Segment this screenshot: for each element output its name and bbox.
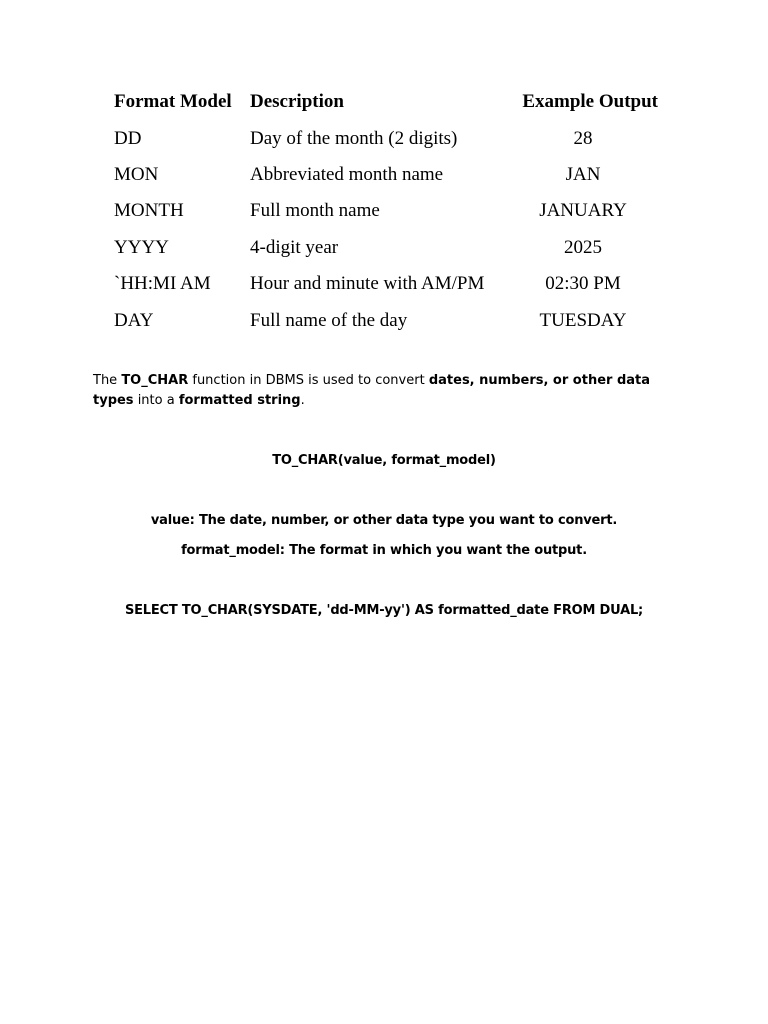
format-model-table [110, 84, 658, 339]
table-row [110, 302, 658, 338]
param-format-model-line: format_model: The format in which you want the output. [181, 543, 587, 558]
cell-description: Day of the month (2 digits) [250, 127, 458, 149]
cell-format-model: DAY [114, 309, 154, 331]
cell-example-output: TUESDAY [539, 309, 627, 331]
intro-text: into a [133, 393, 179, 408]
cell-example-output: 02:30 PM [545, 273, 621, 295]
cell-description: Hour and minute with AM/PM [250, 273, 485, 295]
param-value-line: value: The date, number, or other data type you want to convert. [150, 513, 618, 528]
example-query-line: SELECT TO_CHAR(SYSDATE, 'dd-MM-yy') AS formatted_date FROM DUAL; [124, 603, 644, 618]
syntax-line: TO_CHAR(value, format_model) [272, 453, 496, 468]
intro-text: The [93, 373, 122, 388]
cell-description: Full name of the day [250, 309, 408, 331]
intro-bold-function: TO_CHAR [121, 373, 189, 388]
table-row [110, 120, 658, 156]
header-format-model: Format Model [114, 91, 232, 113]
header-example-output: Example Output [522, 91, 658, 113]
cell-example-output: JAN [565, 163, 601, 185]
table-row [110, 230, 658, 266]
intro-bold-string: formatted string [178, 393, 301, 408]
intro-bold-types: dates, numbers, or other data types [93, 373, 651, 408]
table-row [110, 193, 658, 229]
cell-format-model: MON [114, 163, 159, 185]
intro-paragraph [93, 371, 683, 411]
table-row [110, 157, 658, 193]
cell-example-output: 2025 [564, 236, 602, 258]
cell-format-model: YYYY [114, 236, 169, 258]
cell-example-output: JANUARY [539, 200, 627, 222]
cell-format-model: `HH:MI AM [114, 273, 211, 295]
header-description: Description [250, 91, 344, 113]
cell-description: 4-digit year [250, 236, 339, 258]
intro-text: . [300, 393, 305, 408]
cell-description: Full month name [250, 200, 380, 222]
cell-example-output: 28 [573, 127, 593, 149]
intro-text: function in DBMS is used to convert [188, 373, 429, 388]
table-header-row [110, 84, 658, 120]
cell-format-model: MONTH [114, 200, 184, 222]
cell-description: Abbreviated month name [250, 163, 444, 185]
table-row [110, 266, 658, 302]
cell-format-model: DD [114, 127, 142, 149]
